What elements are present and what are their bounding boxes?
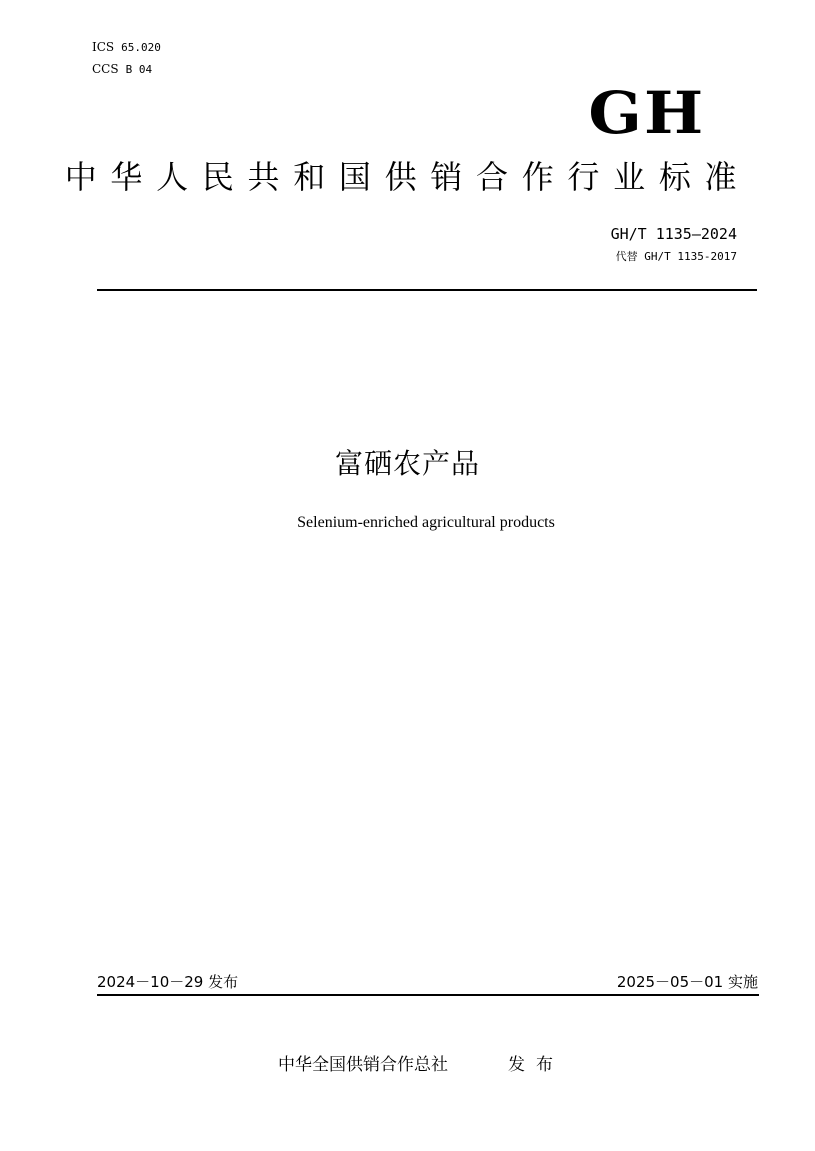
- gh-logo: GH: [587, 79, 705, 147]
- issue-date: 2024－10－29 发布: [97, 973, 239, 991]
- standard-title: 中华人民共和国供销合作行业标准: [64, 158, 751, 196]
- ics-row: [92, 40, 161, 55]
- document-title-chinese: 富硒农产品: [334, 447, 480, 480]
- document-title-english: Selenium-enriched agricultural products: [297, 514, 555, 531]
- implementation-date: 2025－05－01 实施: [616, 973, 758, 991]
- standard-number: GH/T 1135—2024: [610, 225, 737, 243]
- footer-divider: [97, 994, 759, 996]
- ccs-label: CCS: [92, 62, 119, 76]
- ccs-code: B 04: [125, 63, 153, 76]
- replaces-note: 代替 GH/T 1135-2017: [615, 250, 737, 263]
- publish-label: 发布: [508, 1055, 564, 1075]
- ics-code: 65.020: [121, 41, 161, 54]
- ics-label: ICS: [92, 40, 115, 54]
- ccs-row: [92, 62, 152, 77]
- header-divider: [97, 289, 757, 291]
- publisher-name: 中华全国供销合作总社: [278, 1055, 448, 1075]
